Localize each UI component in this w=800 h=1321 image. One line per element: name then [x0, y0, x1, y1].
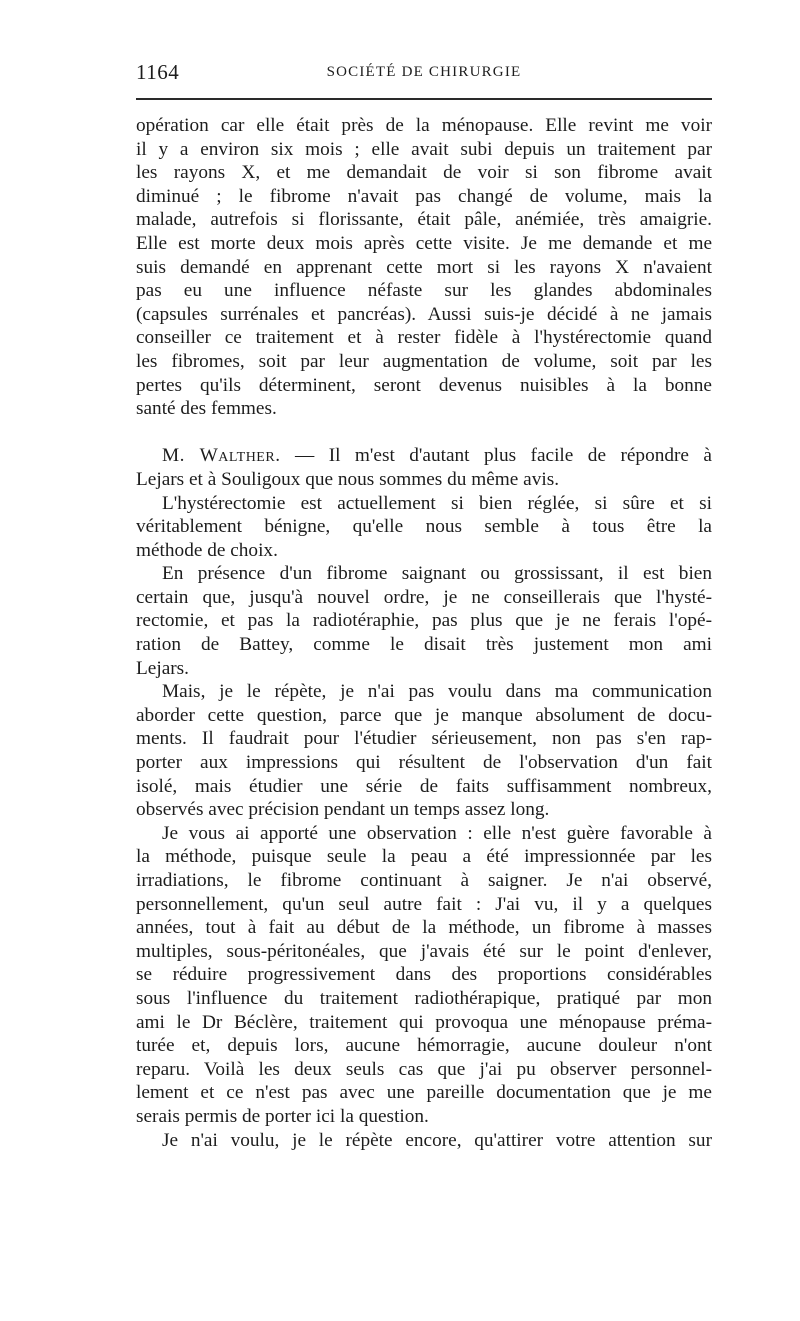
text-line: suis demandé en apprenant cette mort si les rayons X n'avaient [136, 256, 712, 278]
page-header [136, 60, 712, 86]
text-line: Je vous ai apporté une observation : elle n'est guère favorable à [162, 822, 712, 844]
text-line: il y a environ six mois ; elle avait subi depuis un traitement par [136, 138, 712, 160]
text-line: années, tout à fait au début de la méthode, un fibrome à masses [136, 917, 712, 939]
text-line: porter aux impressions qui résultent de l'observation d'un fait [136, 752, 712, 774]
paragraph-gap [136, 421, 712, 445]
text-line: irradiations, le fibrome continuant à saigner. Je n'ai observé, [136, 870, 712, 891]
speaker-paragraph [136, 444, 712, 491]
text-line: (capsules surrénales et pancréas). Aussi suis-je décidé à ne jamais [136, 303, 712, 325]
text-line: santé des femmes. [136, 398, 277, 420]
paragraph [136, 562, 712, 680]
text-line: certain que, jusqu'à nouvel ordre, je ne conseillerais que l'hysté- [136, 586, 712, 608]
text-line: malade, autrefois si florissante, était pâle, anémiée, très amaigrie. [136, 209, 712, 231]
text-line: la méthode, puisque seule la peau a été impressionnée par les [136, 846, 712, 868]
body-text [136, 114, 712, 1152]
text-line: ments. Il faudrait pour l'étudier sérieusement, non pas s'en rap- [136, 728, 712, 750]
text-line: les fibromes, soit par leur augmentation de volume, soit par les [136, 350, 712, 372]
text-line: Mais, je le répète, je n'ai pas voulu dans ma communication [162, 681, 712, 703]
paragraph [136, 492, 712, 563]
text-line: aborder cette question, parce que je manque absolument de docu- [136, 704, 712, 726]
text-line: En présence d'un fibrome saignant ou grossissant, il est bien [162, 563, 712, 585]
paragraph [136, 680, 712, 822]
text-line: multiples, sous-péritonéales, que j'avais été sur le point d'enlever, [136, 940, 712, 962]
text-line: Je n'ai voulu, je le répète encore, qu'attirer votre attention sur [162, 1129, 712, 1151]
paragraph [136, 822, 712, 1129]
text-line: rectomie, et pas la radiotéraphie, pas plus que je ne ferais l'opé- [136, 610, 712, 632]
paragraph [136, 1129, 712, 1153]
text-line: véritablement bénigne, qu'elle nous semble à tous être la [136, 516, 712, 538]
text-line: ami le Dr Béclère, traitement qui provoqua une ménopause préma- [136, 1011, 712, 1033]
text-line: méthode de choix. [136, 539, 278, 561]
text-line: Lejars et à Souligoux que nous sommes du même avis. [136, 468, 560, 490]
text-line: serais permis de porter ici la question. [136, 1105, 429, 1127]
text-line: L'hystérectomie est actuellement si bien réglée, si sûre et si [162, 492, 712, 514]
text-line: lement et ce n'est pas avec une pareille documentation que je me [136, 1082, 712, 1104]
speaker-line [136, 444, 712, 468]
text-line: les rayons X, et me demandait de voir si son fibrome avait [136, 162, 712, 184]
text-line: Lejars. [136, 657, 189, 679]
header-rule [136, 98, 712, 100]
text-line: diminué ; le fibrome n'avait pas changé de volume, mais la [136, 185, 712, 207]
text-line: opération car elle était près de la ménopause. Elle revint me voir [136, 115, 712, 136]
running-title: SOCIÉTÉ DE CHIRURGIE [326, 64, 522, 80]
speaker-line-text: — Il m'est d'autant plus facile de répondre à [294, 445, 712, 467]
text-line: ration de Battey, comme le disait très justement mon ami [136, 634, 712, 656]
speaker-name: M. Walther. [162, 445, 281, 467]
text-line: isolé, mais étudier une série de faits suffisamment nombreux, [136, 775, 712, 797]
text-line: Elle est morte deux mois après cette visite. Je me demande et me [136, 232, 712, 254]
text-line: pertes qu'ils déterminent, seront devenus nuisibles à la bonne [136, 374, 712, 396]
page-number: 1164 [136, 60, 180, 84]
text-line: conseiller ce traitement et à rester fidèle à l'hystérectomie quand [136, 327, 712, 349]
text-line: observés avec précision pendant un temps assez long. [136, 799, 550, 821]
text-line: pas eu une influence néfaste sur les glandes abdominales [136, 280, 712, 302]
text-line: reparu. Voilà les deux seuls cas que j'ai pu observer personnel- [136, 1058, 712, 1080]
paragraph-continuation [136, 114, 712, 421]
text-line: personnellement, qu'un seul autre fait : J'ai vu, il y a quelques [136, 893, 712, 915]
text-line: turée et, depuis lors, aucune hémorragie, aucune douleur n'ont [136, 1035, 712, 1057]
text-line: sous l'influence du traitement radiothérapique, pratiqué par mon [136, 987, 712, 1009]
text-line: se réduire progressivement dans des proportions considérables [136, 964, 712, 986]
